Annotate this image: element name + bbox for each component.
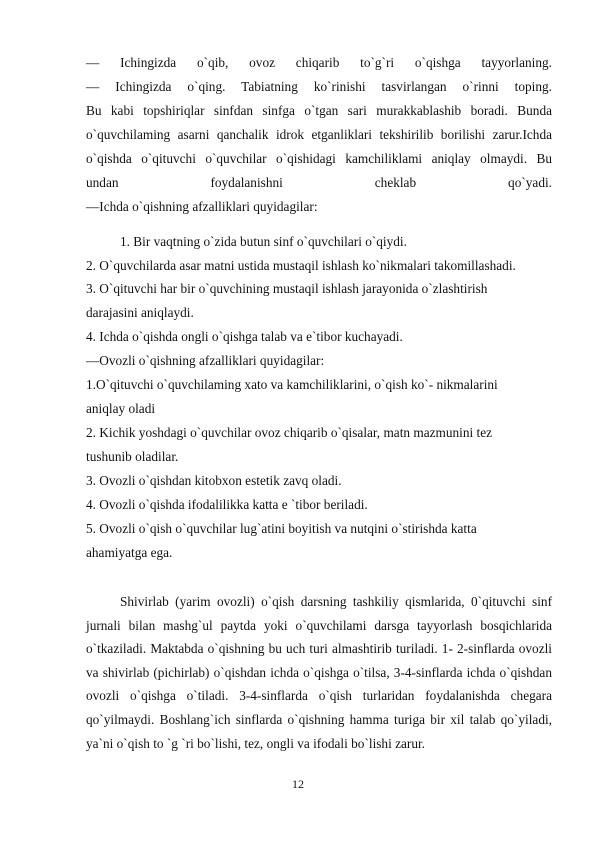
list-item-continuation: tushunib oladilar.	[86, 449, 179, 464]
list-item-continuation: aniqlay oladi	[86, 401, 156, 416]
list-item: 1. Bir vaqtning o`zida butun sinf o`quvchilari o`qiydi.	[120, 234, 407, 249]
page-number: 12	[292, 777, 304, 791]
section-heading: —Ichda o`qishning afzalliklari quyidagilar:	[86, 199, 318, 214]
list-item: 4. Ichda o`qishda ongli o`qishga talab va e`tibor kuchayadi.	[86, 329, 403, 344]
list-item: 3. O`qituvchi har bir o`quvchining mustaqil ishlash jarayonida o`zlashtirish	[86, 281, 488, 296]
text-line: undan foydalanishni cheklab qo`yadi.	[86, 175, 552, 190]
list-item: 4. Ovozli o`qishda ifodalilikka katta e `tibor beriladi.	[86, 497, 368, 512]
text-line: o`qishda o`qituvchi o`quvchilar o`qishidagi kamchiliklami aniqlay olmaydi. Bu	[86, 151, 552, 166]
list-item: 2. O`quvchilarda asar matni ustida mustaqil ishlash ko`nikmalari takomillashadi.	[86, 258, 516, 273]
list-item: 3. Ovozli o`qishdan kitobxon estetik zavq oladi.	[86, 473, 342, 488]
text-line: — Ichingizda o`qib, ovoz chiqarib to`g`ri o`qishga tayyorlaning.	[86, 55, 552, 70]
text-line: — Ichingizda o`qing. Tabiatning ko`rinishi tasvirlangan o`rinni toping.	[86, 79, 552, 94]
text-line: Bu kabi topshiriqlar sinfdan sinfga o`tgan sari murakkablashib boradi. Bunda	[86, 103, 552, 118]
list-item: 5. Ovozli o`qish o`quvchilar lug`atini boyitish va nutqini o`stirishda katta	[86, 521, 477, 536]
list-item-continuation: ahamiyatga ega.	[86, 545, 173, 560]
paragraph-text: Shivirlab (yarim ovozli) o`qish darsning tashkiliy qismlarida, 0`qituvchi sinf jurnali bilan mashg`ul paytda yoki o`quvchilami darsga tayyorlash bosqichlarida o`tkaziladi. Maktabda o`qishning bu uch turi almashtirib turiladi. 1- 2-sinflarda ovozli va shivirlab (pichirlab) o`qishdan ichda o`qishga o`tilsa, 3-4-sinflarda ichda o`qishdan ovozli o`qishga o`tiladi. 3-4-sinflarda o`qish turlaridan foydalanishda chegara qo`yilmaydi. Boshlang`ich sinflarda o`qishning hamma turiga bir xil talab qo`yiladi, ya`ni o`qish to `g `ri bo`lishi, tez, ongli va ifodali bo`lishi zarur.	[86, 594, 552, 751]
list-item-continuation: darajasini aniqlaydi.	[86, 305, 194, 320]
list-item: 2. Kichik yoshdagi o`quvchilar ovoz chiqarib o`qisalar, matn mazmunini tez	[86, 425, 493, 440]
text-line: o`quvchilaming asarni qanchalik idrok etganliklari tekshirilib borilishi zarur.Ichda	[86, 127, 552, 142]
list-item: 1.O`qituvchi o`quvchilaming xato va kamchiliklarini, o`qish ko`- nikmalarini	[86, 377, 498, 392]
section-heading: —Ovozli o`qishning afzalliklari quyidagilar:	[86, 353, 325, 368]
body-paragraph	[86, 590, 552, 755]
